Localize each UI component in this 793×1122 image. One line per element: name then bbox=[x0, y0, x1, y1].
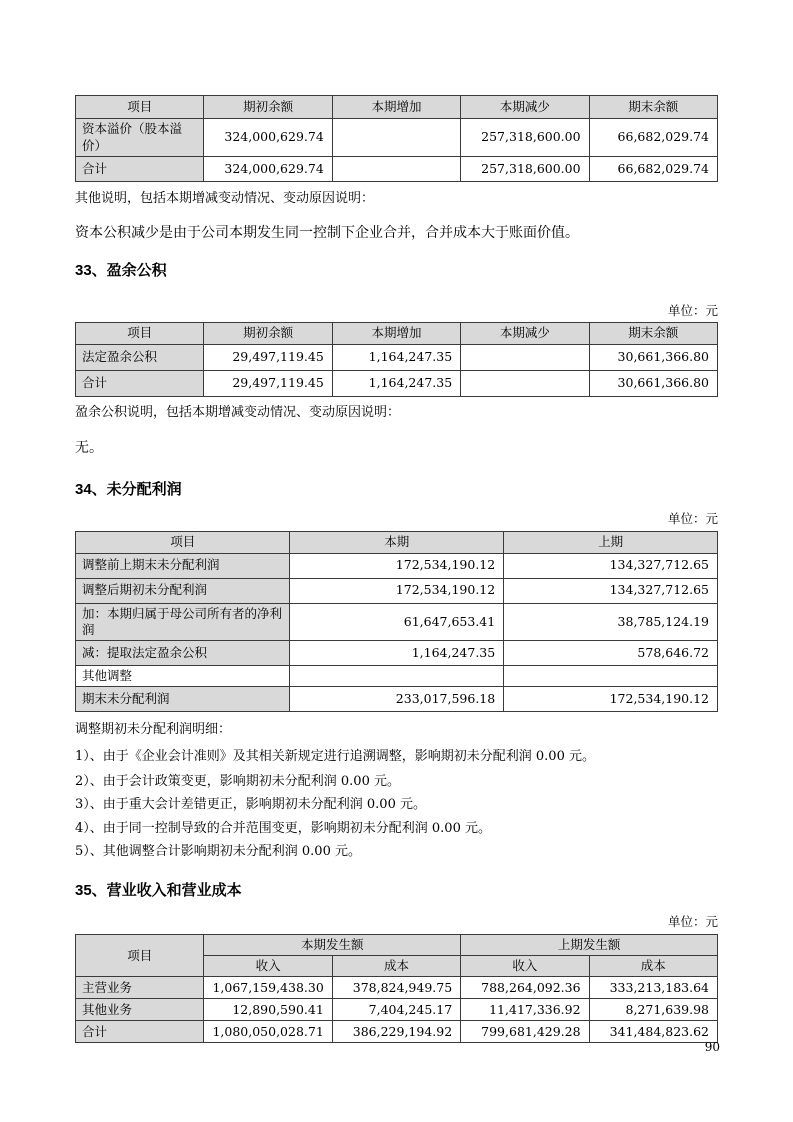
column-subheader: 成本 bbox=[332, 956, 460, 977]
row-label: 减：提取法定盈余公积 bbox=[76, 641, 290, 666]
column-header: 本期减少 bbox=[461, 96, 589, 119]
cell-value: 66,682,029.74 bbox=[589, 157, 717, 182]
adjustment-detail-label: 调整期初未分配利润明细： bbox=[75, 722, 232, 738]
column-header: 项目 bbox=[76, 531, 290, 553]
cell-value: 29,497,119.45 bbox=[204, 344, 332, 370]
adjustment-note-1: 1）、由于《企业会计准则》及其相关新规定进行追溯调整，影响期初未分配利润 0.00 元。 bbox=[75, 749, 595, 765]
column-header-group: 本期发生额 bbox=[204, 934, 461, 955]
cell-value: 30,661,366.80 bbox=[589, 370, 717, 396]
column-header: 期末余额 bbox=[589, 96, 717, 119]
row-label: 合计 bbox=[76, 1021, 204, 1043]
row-label: 其他业务 bbox=[76, 999, 204, 1021]
table-row-total bbox=[76, 370, 718, 396]
capital-reserve-table bbox=[75, 95, 718, 182]
table-header-row bbox=[76, 322, 718, 344]
cell-value: 7,404,245.17 bbox=[332, 999, 460, 1021]
table-row bbox=[76, 666, 718, 687]
row-label: 法定盈余公积 bbox=[76, 344, 204, 370]
cell-value: 1,164,247.35 bbox=[290, 641, 504, 666]
cell-value bbox=[504, 666, 718, 687]
column-subheader: 收入 bbox=[204, 956, 332, 977]
cell-value: 257,318,600.00 bbox=[461, 119, 589, 157]
column-header: 本期增加 bbox=[332, 96, 460, 119]
cell-value: 333,213,183.64 bbox=[589, 977, 717, 999]
table-row bbox=[76, 603, 718, 641]
table-row bbox=[76, 119, 718, 157]
cell-value: 257,318,600.00 bbox=[461, 157, 589, 182]
column-header: 本期增加 bbox=[332, 322, 460, 344]
column-header: 本期 bbox=[290, 531, 504, 553]
cell-value: 378,824,949.75 bbox=[332, 977, 460, 999]
cell-value: 1,067,159,438.30 bbox=[204, 977, 332, 999]
column-header: 期初余额 bbox=[204, 96, 332, 119]
cell-value: 341,484,823.62 bbox=[589, 1021, 717, 1043]
column-subheader: 收入 bbox=[461, 956, 589, 977]
cell-value: 11,417,336.92 bbox=[461, 999, 589, 1021]
column-header: 上期 bbox=[504, 531, 718, 553]
table-row-total bbox=[76, 687, 718, 712]
cell-value: 1,164,247.35 bbox=[332, 370, 460, 396]
table-header-row bbox=[76, 934, 718, 955]
table-row-total bbox=[76, 157, 718, 182]
cell-value bbox=[332, 157, 460, 182]
column-header: 期初余额 bbox=[204, 322, 332, 344]
table-row bbox=[76, 641, 718, 666]
cell-value: 172,534,190.12 bbox=[290, 578, 504, 603]
cell-value: 324,000,629.74 bbox=[204, 157, 332, 182]
row-label: 期末未分配利润 bbox=[76, 687, 290, 712]
surplus-note: 无。 bbox=[75, 439, 103, 456]
cell-value: 578,646.72 bbox=[504, 641, 718, 666]
cell-value bbox=[461, 344, 589, 370]
row-label: 调整前上期末未分配利润 bbox=[76, 553, 290, 578]
cell-value: 30,661,366.80 bbox=[589, 344, 717, 370]
cell-value: 324,000,629.74 bbox=[204, 119, 332, 157]
adjustment-note-2: 2）、由于会计政策变更，影响期初未分配利润 0.00 元。 bbox=[75, 773, 400, 789]
surplus-reserve-table bbox=[75, 322, 718, 397]
section-heading-33: 33、盈余公积 bbox=[75, 261, 167, 279]
row-label: 主营业务 bbox=[76, 977, 204, 999]
row-label: 资本溢价（股本溢价） bbox=[76, 119, 204, 157]
revenue-cost-table bbox=[75, 934, 718, 1044]
cell-value: 61,647,653.41 bbox=[290, 603, 504, 641]
section-heading-34: 34、未分配利润 bbox=[75, 480, 182, 498]
row-label: 加：本期归属于母公司所有者的净利润 bbox=[76, 603, 290, 641]
cell-value: 8,271,639.98 bbox=[589, 999, 717, 1021]
cell-value: 386,229,194.92 bbox=[332, 1021, 460, 1043]
surplus-note-label: 盈余公积说明，包括本期增减变动情况、变动原因说明： bbox=[75, 404, 401, 420]
column-header-group: 上期发生额 bbox=[461, 934, 718, 955]
table-header-row bbox=[76, 531, 718, 553]
cell-value: 12,890,590.41 bbox=[204, 999, 332, 1021]
cell-value: 172,534,190.12 bbox=[504, 687, 718, 712]
cell-value bbox=[290, 666, 504, 687]
cell-value: 799,681,429.28 bbox=[461, 1021, 589, 1043]
cell-value: 1,080,050,028.71 bbox=[204, 1021, 332, 1043]
column-header: 本期减少 bbox=[461, 322, 589, 344]
table-row bbox=[76, 999, 718, 1021]
row-label: 合计 bbox=[76, 370, 204, 396]
row-label: 其他调整 bbox=[76, 666, 290, 687]
column-header: 期末余额 bbox=[589, 322, 717, 344]
row-label: 合计 bbox=[76, 157, 204, 182]
section-heading-35: 35、营业收入和营业成本 bbox=[75, 881, 242, 899]
column-header: 项目 bbox=[76, 322, 204, 344]
column-header: 项目 bbox=[76, 934, 204, 977]
adjustment-note-4: 4）、由于同一控制导致的合并范围变更，影响期初未分配利润 0.00 元。 bbox=[75, 820, 491, 836]
other-note-label: 其他说明，包括本期增减变动情况、变动原因说明： bbox=[75, 191, 375, 206]
cell-value: 233,017,596.18 bbox=[290, 687, 504, 712]
cell-value: 66,682,029.74 bbox=[589, 119, 717, 157]
column-header: 项目 bbox=[76, 96, 204, 119]
table-header-row bbox=[76, 96, 718, 119]
cell-value: 29,497,119.45 bbox=[204, 370, 332, 396]
cell-value: 788,264,092.36 bbox=[461, 977, 589, 999]
column-subheader: 成本 bbox=[589, 956, 717, 977]
unit-label: 单位：元 bbox=[667, 510, 718, 526]
cell-value: 172,534,190.12 bbox=[290, 553, 504, 578]
cell-value bbox=[332, 119, 460, 157]
cell-value: 1,164,247.35 bbox=[332, 344, 460, 370]
table-row bbox=[76, 977, 718, 999]
unit-label: 单位：元 bbox=[667, 913, 718, 929]
table-row bbox=[76, 344, 718, 370]
cell-value: 134,327,712.65 bbox=[504, 553, 718, 578]
cell-value bbox=[461, 370, 589, 396]
cell-value: 38,785,124.19 bbox=[504, 603, 718, 641]
retained-earnings-table bbox=[75, 531, 718, 713]
page-number: 90 bbox=[704, 1040, 720, 1054]
adjustment-note-3: 3）、由于重大会计差错更正，影响期初未分配利润 0.00 元。 bbox=[75, 797, 426, 813]
table-row bbox=[76, 553, 718, 578]
capital-reserve-note: 资本公积减少是由于公司本期发生同一控制下企业合并，合并成本大于账面价值。 bbox=[75, 224, 579, 241]
row-label: 调整后期初未分配利润 bbox=[76, 578, 290, 603]
cell-value: 134,327,712.65 bbox=[504, 578, 718, 603]
adjustment-note-5: 5）、其他调整合计影响期初未分配利润 0.00 元。 bbox=[75, 844, 361, 860]
table-row bbox=[76, 578, 718, 603]
table-row-total bbox=[76, 1021, 718, 1043]
unit-label: 单位：元 bbox=[667, 302, 718, 318]
